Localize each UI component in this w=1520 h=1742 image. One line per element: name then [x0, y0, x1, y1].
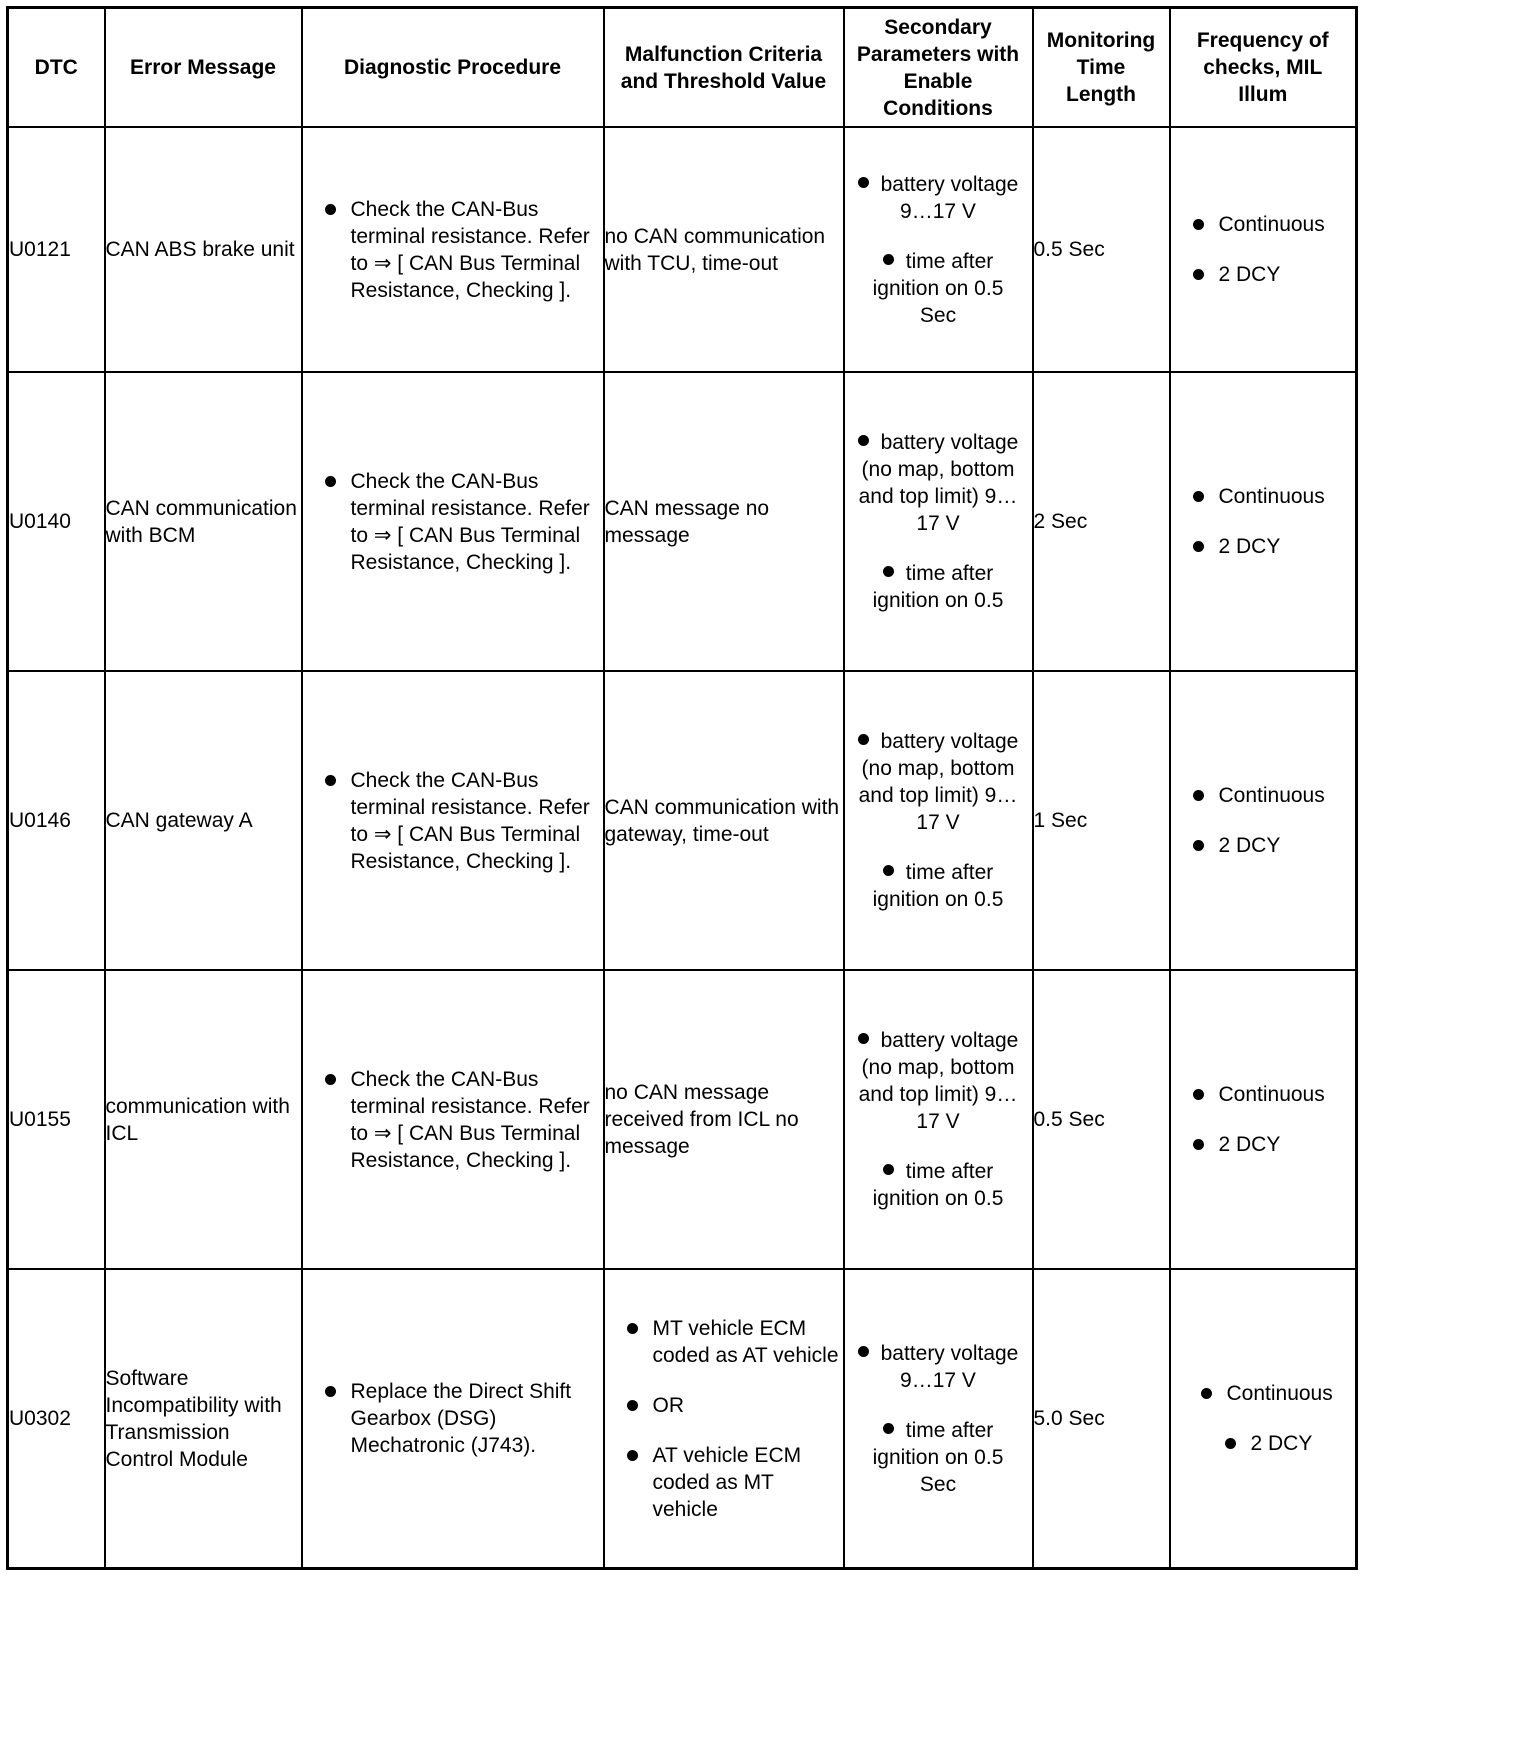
malfunction-criteria: no CAN communication with TCU, time-out [604, 127, 844, 372]
malfunction-criteria: no CAN message received from ICL no message [604, 970, 844, 1269]
procedure-item: Check the CAN-Bus terminal resistance. Refer to ⇒ [ CAN Bus Terminal Resistance, Checking ]. [303, 468, 603, 576]
procedure-item: Check the CAN-Bus terminal resistance. Refer to ⇒ [ CAN Bus Terminal Resistance, Checking ]. [303, 767, 603, 875]
header-row [8, 8, 1357, 128]
param-item: time after ignition on 0.5 [872, 861, 1004, 911]
frequency-item: 2 DCY [1171, 533, 1356, 560]
bullet-icon [858, 435, 869, 446]
procedure-item: Replace the Direct Shift Gearbox (DSG) Mechatronic (J743). [303, 1378, 603, 1459]
dtc-code: U0121 [8, 127, 105, 372]
param-item: battery voltage 9…17 V [845, 1340, 1032, 1394]
bullet-icon [858, 1033, 869, 1044]
header-malfunction-criteria: Malfunction Criteria and Threshold Value [604, 8, 844, 128]
param-item: time after ignition on 0.5 [872, 1160, 1004, 1210]
malfunction-criteria: CAN message no message [604, 372, 844, 671]
dtc-code: U0146 [8, 671, 105, 970]
frequency-item: Continuous [1171, 1081, 1356, 1108]
header-frequency: Frequency of checks, MIL Illum [1170, 8, 1357, 128]
secondary-parameters [844, 127, 1033, 372]
bullet-icon [883, 254, 894, 265]
dtc-code: U0140 [8, 372, 105, 671]
malfunction-criteria: CAN communication with gateway, time-out [604, 671, 844, 970]
diagnostic-procedure [302, 372, 604, 671]
param-item: battery voltage (no map, bottom and top limit) 9…17 V [858, 730, 1019, 834]
frequency [1170, 372, 1357, 671]
table-row [8, 970, 1357, 1269]
frequency-item: Continuous [1171, 211, 1356, 238]
bullet-icon [858, 734, 869, 745]
monitoring-time: 1 Sec [1033, 671, 1170, 970]
frequency [1170, 1269, 1357, 1569]
param-item: battery voltage (no map, bottom and top limit) 9…17 V [858, 1029, 1019, 1133]
header-monitoring-time: Monitoring Time Length [1033, 8, 1170, 128]
error-message: CAN communication with BCM [105, 372, 302, 671]
diagnostic-procedure [302, 1269, 604, 1569]
malfunction-criteria [604, 1269, 844, 1569]
secondary-parameters [844, 1269, 1033, 1569]
bullet-icon [858, 1346, 869, 1357]
procedure-item: Check the CAN-Bus terminal resistance. Refer to ⇒ [ CAN Bus Terminal Resistance, Checking ]. [303, 1066, 603, 1174]
param-item: battery voltage (no map, bottom and top limit) 9…17 V [858, 431, 1019, 535]
dtc-code: U0155 [8, 970, 105, 1269]
error-message: communication with ICL [105, 970, 302, 1269]
param-item: time after ignition on 0.5 Sec [872, 1418, 1004, 1496]
frequency-item: 2 DCY [1171, 832, 1356, 859]
error-message: CAN ABS brake unit [105, 127, 302, 372]
table-row [8, 1269, 1357, 1569]
table-row [8, 372, 1357, 671]
bullet-icon [883, 566, 894, 577]
param-item: battery voltage 9…17 V [845, 171, 1032, 225]
bullet-icon [883, 865, 894, 876]
secondary-parameters [844, 671, 1033, 970]
header-error-message: Error Message [105, 8, 302, 128]
header-secondary-parameters: Secondary Parameters with Enable Conditions [844, 8, 1033, 128]
bullet-icon [883, 1423, 894, 1434]
frequency-item: Continuous [1171, 782, 1356, 809]
header-dtc: DTC [8, 8, 105, 128]
secondary-parameters [844, 970, 1033, 1269]
bullet-icon [858, 177, 869, 188]
table-row [8, 127, 1357, 372]
frequency-item: 2 DCY [1171, 1131, 1356, 1158]
frequency-item: Continuous [1171, 483, 1356, 510]
diagnostic-procedure [302, 671, 604, 970]
monitoring-time: 5.0 Sec [1033, 1269, 1170, 1569]
frequency-item: 2 DCY [1171, 261, 1356, 288]
dtc-table [6, 6, 1358, 1570]
procedure-item: Check the CAN-Bus terminal resistance. Refer to ⇒ [ CAN Bus Terminal Resistance, Checking ]. [303, 196, 603, 304]
monitoring-time: 0.5 Sec [1033, 127, 1170, 372]
error-message: Software Incompatibility with Transmission Control Module [105, 1269, 302, 1569]
frequency [1170, 970, 1357, 1269]
frequency [1170, 127, 1357, 372]
diagnostic-procedure [302, 970, 604, 1269]
param-item: time after ignition on 0.5 [872, 562, 1004, 612]
criteria-item: MT vehicle ECM coded as AT vehicle [605, 1315, 843, 1369]
secondary-parameters [844, 372, 1033, 671]
dtc-code: U0302 [8, 1269, 105, 1569]
header-diagnostic-procedure: Diagnostic Procedure [302, 8, 604, 128]
monitoring-time: 2 Sec [1033, 372, 1170, 671]
table-row [8, 671, 1357, 970]
criteria-item: AT vehicle ECM coded as MT vehicle [605, 1442, 843, 1523]
bullet-icon [883, 1164, 894, 1175]
criteria-item: OR [605, 1392, 843, 1419]
frequency-item: Continuous [1171, 1380, 1356, 1407]
param-item: time after ignition on 0.5 Sec [872, 249, 1004, 327]
monitoring-time: 0.5 Sec [1033, 970, 1170, 1269]
frequency-item: 2 DCY [1171, 1430, 1356, 1457]
diagnostic-procedure [302, 127, 604, 372]
error-message: CAN gateway A [105, 671, 302, 970]
frequency [1170, 671, 1357, 970]
